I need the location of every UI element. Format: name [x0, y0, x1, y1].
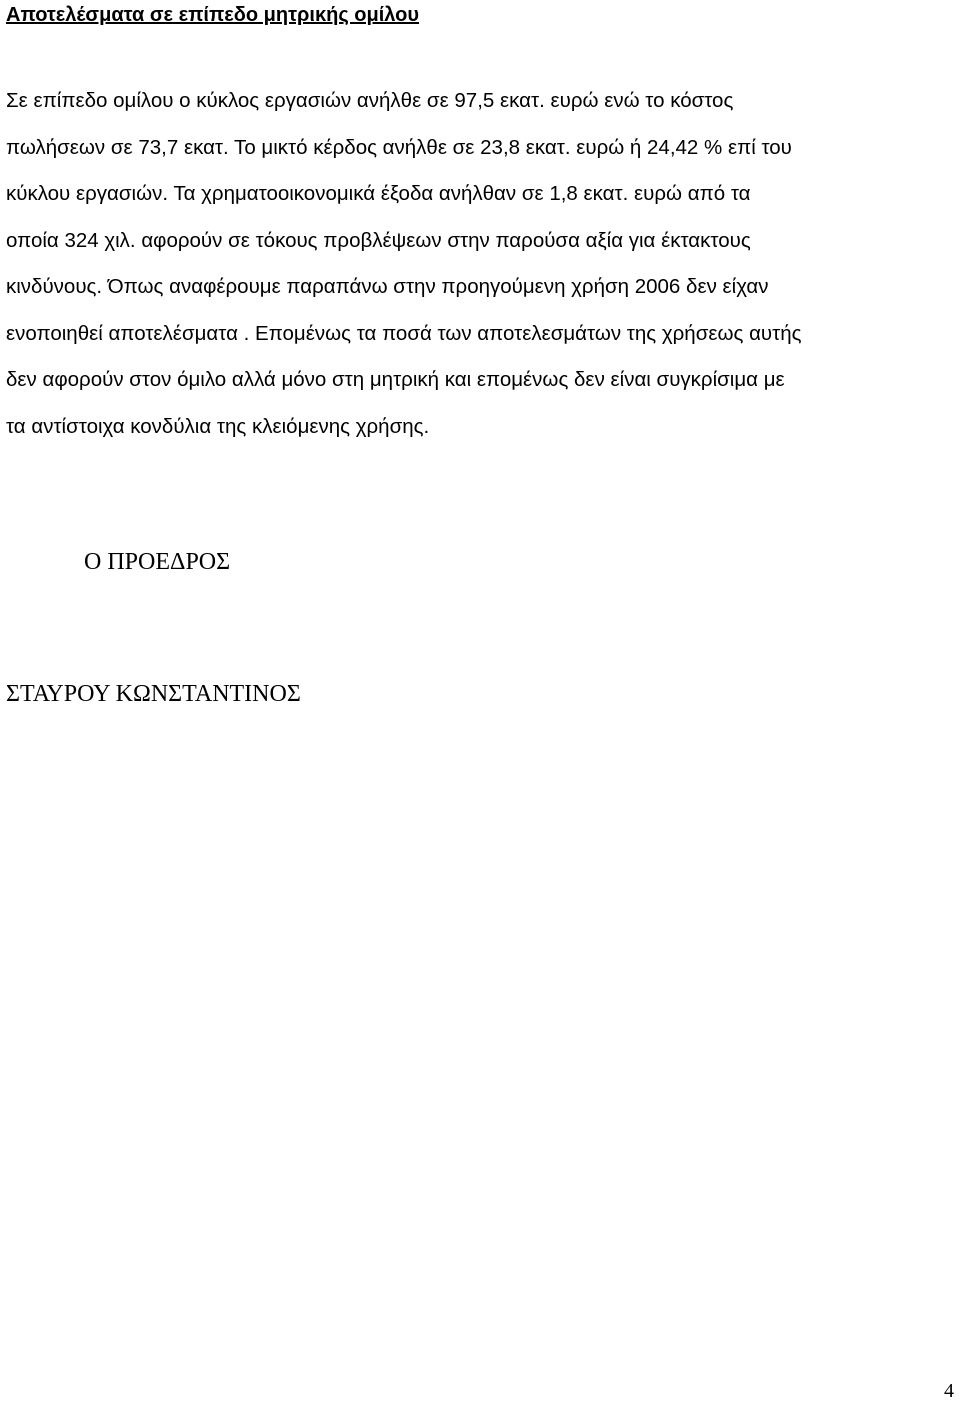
president-title: Ο ΠΡΟΕΔΡΟΣ	[84, 549, 231, 575]
paragraph-line: Σε επίπεδο ομίλου ο κύκλος εργασιών ανήλθε σε 97,5 εκατ. ευρώ ενώ το κόστος	[6, 89, 734, 112]
page-number: 4	[944, 1380, 954, 1402]
section-heading: Αποτελέσματα σε επίπεδο μητρικής ομίλου	[6, 4, 420, 26]
paragraph-line: πωλήσεων σε 73,7 εκατ. Το μικτό κέρδος ανήλθε σε 23,8 εκατ. ευρώ ή 24,42 % επί του	[6, 135, 792, 159]
paragraph-line: κινδύνους. Όπως αναφέρουμε παραπάνω στην προηγούμενη χρήση 2006 δεν είχαν	[6, 275, 769, 298]
paragraph-line: οποία 324 χιλ. αφορούν σε τόκους προβλέψεων στην παρούσα αξία για έκτακτους	[6, 228, 751, 252]
paragraph-line: ενοποιηθεί αποτελέσματα . Επομένως τα ποσά των αποτελεσμάτων της χρήσεως αυτής	[6, 321, 802, 345]
paragraph-line: κύκλου εργασιών. Τα χρηματοοικονομικά έξοδα ανήλθαν σε 1,8 εκατ. ευρώ από τα	[6, 182, 751, 205]
paragraph-line: τα αντίστοιχα κονδύλια της κλειόμενης χρήσης.	[6, 414, 430, 438]
results-paragraph	[6, 78, 956, 450]
paragraph-line: δεν αφορούν στον όμιλο αλλά μόνο στη μητρική και επομένως δεν είναι συγκρίσιμα με	[6, 368, 785, 391]
president-name: ΣΤΑΥΡΟΥ ΚΩΝΣΤΑΝΤΙΝΟΣ	[6, 681, 301, 707]
